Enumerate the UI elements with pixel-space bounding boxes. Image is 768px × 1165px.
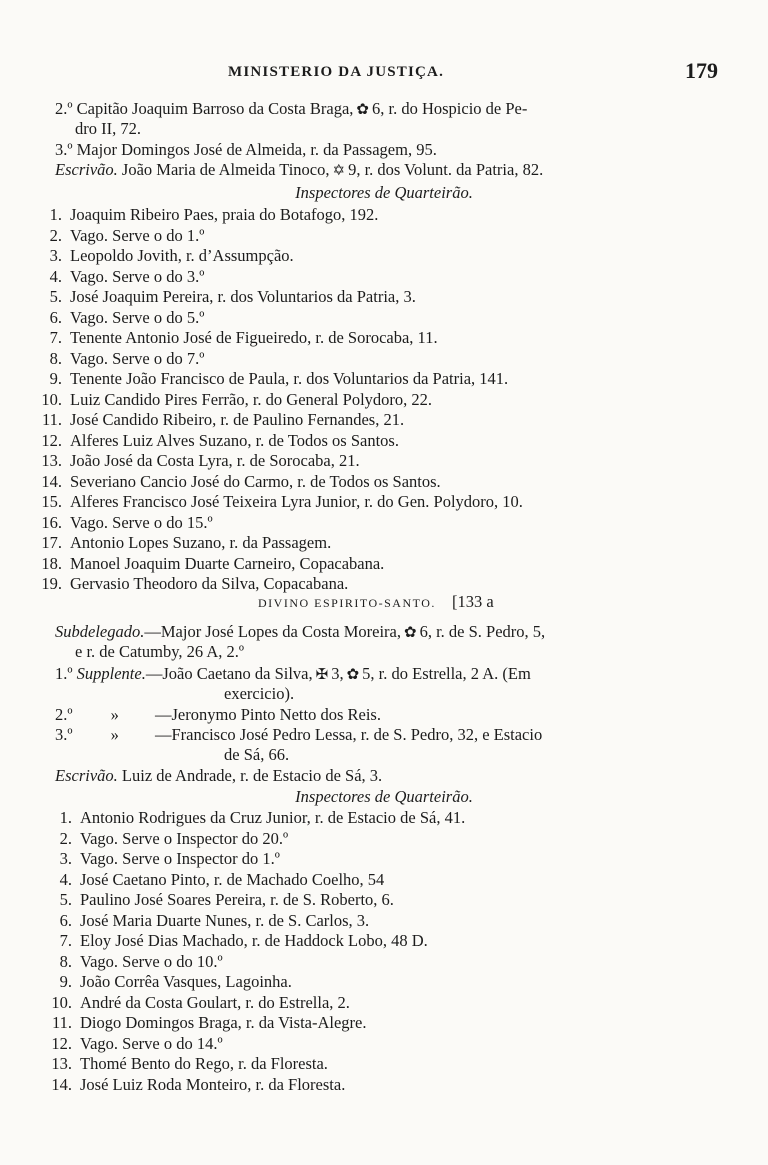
escrivao-label: Escrivão. bbox=[55, 766, 118, 785]
list-item bbox=[36, 349, 204, 369]
list-item bbox=[36, 431, 399, 451]
ditto-mark: » bbox=[110, 725, 119, 744]
list-item bbox=[46, 993, 350, 1013]
inspectores-heading-2: Inspectores de Quarteirão. bbox=[295, 787, 473, 806]
escrivao-name: João Maria de Almeida Tinoco, bbox=[121, 160, 330, 179]
list-item bbox=[36, 226, 204, 246]
badge-icon: ✿ bbox=[346, 667, 360, 683]
item-text: José Luiz Roda Monteiro, r. da Floresta. bbox=[80, 1074, 346, 1094]
list-item bbox=[36, 451, 360, 471]
item-text: Vago. Serve o do 7.º bbox=[70, 348, 205, 368]
supplente-1-mid: 3, bbox=[331, 664, 344, 683]
item-text: Vago. Serve o do 5.º bbox=[70, 307, 205, 327]
item-number: 15. bbox=[41, 492, 62, 511]
item-number: 8. bbox=[59, 951, 72, 971]
item-text: José Maria Duarte Nunes, r. de S. Carlos, 3. bbox=[80, 910, 370, 930]
item-text: Eloy José Dias Machado, r. de Haddock Lobo, 48 D. bbox=[80, 931, 428, 950]
list-item bbox=[36, 533, 331, 553]
list-item bbox=[46, 808, 465, 828]
item-text: Tenente João Francisco de Paula, r. dos Voluntarios da Patria, 141. bbox=[70, 369, 509, 388]
page-number: 179 bbox=[685, 58, 718, 83]
item-number: 6. bbox=[49, 307, 62, 327]
cross-icon: ✠ bbox=[315, 667, 329, 683]
item-text: Antonio Rodrigues da Cruz Junior, r. de Estacio de Sá, 41. bbox=[80, 808, 466, 827]
supplente-label: Supplente. bbox=[76, 664, 146, 683]
supplente-2 bbox=[55, 705, 381, 725]
list-item bbox=[36, 410, 404, 430]
list-item bbox=[46, 1034, 223, 1054]
item-number: 10. bbox=[51, 992, 72, 1012]
ditto-mark: » bbox=[110, 705, 119, 724]
item-text: Leopoldo Jovith, r. d’Assumpção. bbox=[70, 246, 294, 265]
item-number: 2. bbox=[49, 225, 62, 245]
item-text: Vago. Serve o Inspector do 1.º bbox=[80, 849, 280, 868]
item-number: 11. bbox=[41, 410, 62, 429]
item-text: Luiz Candido Pires Ferrão, r. do General Polydoro, 22. bbox=[70, 389, 433, 409]
page-header bbox=[0, 58, 768, 85]
section-heading bbox=[258, 592, 494, 614]
list-item bbox=[36, 267, 204, 287]
section-ref: [133 a bbox=[452, 592, 494, 611]
list-item bbox=[46, 1054, 328, 1074]
star-icon: ✡ bbox=[332, 163, 346, 179]
captain-entry-cont: dro II, 72. bbox=[75, 119, 141, 138]
list-item bbox=[46, 972, 292, 992]
list-item bbox=[46, 1075, 345, 1095]
item-number: 18. bbox=[41, 553, 62, 573]
supplente-3 bbox=[55, 725, 542, 745]
item-text: Gervasio Theodoro da Silva, Copacabana. bbox=[70, 574, 349, 593]
item-number: 13. bbox=[41, 451, 62, 470]
item-text: Vago. Serve o do 14.º bbox=[80, 1033, 223, 1053]
item-number: 9. bbox=[49, 369, 62, 388]
subdelegado-cont: e r. de Catumby, 26 A, 2.º bbox=[75, 642, 245, 661]
supplente-1-name: —João Caetano da Silva, bbox=[145, 664, 313, 683]
item-text: Vago. Serve o Inspector do 20.º bbox=[80, 828, 289, 848]
list-item bbox=[36, 369, 508, 389]
supplente-1 bbox=[55, 664, 531, 686]
subdelegado-label: Subdelegado. bbox=[55, 622, 145, 641]
escrivao-label: Escrivão. bbox=[55, 160, 118, 179]
item-number: 7. bbox=[49, 328, 62, 347]
list-item bbox=[46, 952, 223, 972]
item-number: 19. bbox=[41, 574, 62, 593]
list-item bbox=[36, 205, 378, 225]
item-number: 17. bbox=[41, 533, 62, 552]
section-title: DIVINO ESPIRITO-SANTO. bbox=[258, 596, 436, 610]
list-item bbox=[36, 513, 213, 533]
item-text: José Caetano Pinto, r. de Machado Coelho, 54 bbox=[80, 869, 385, 889]
badge-icon: ✿ bbox=[403, 625, 417, 641]
escrivao-address: 9, r. dos Volunt. da Patria, 82. bbox=[348, 160, 544, 179]
escrivao-entry bbox=[55, 160, 543, 182]
escrivao-name: Luiz de Andrade, r. de Estacio de Sá, 3. bbox=[121, 766, 383, 785]
item-text: Paulino José Soares Pereira, r. de S. Roberto, 6. bbox=[80, 890, 394, 909]
supplente-3-cont: de Sá, 66. bbox=[224, 745, 290, 764]
item-text: Severiano Cancio José do Carmo, r. de Todos os Santos. bbox=[70, 471, 441, 491]
list-item bbox=[46, 870, 384, 890]
item-number: 3. bbox=[59, 849, 72, 868]
item-text: André da Costa Goulart, r. do Estrella, 2. bbox=[80, 992, 350, 1012]
badge-icon: ✿ bbox=[356, 102, 369, 118]
list-item bbox=[36, 328, 438, 348]
item-number: 4. bbox=[59, 869, 72, 889]
subdelegado-address: 6, r. de S. Pedro, 5, bbox=[419, 622, 546, 641]
supplente-1-cont: exercicio). bbox=[224, 684, 295, 703]
item-number: 1. bbox=[59, 808, 72, 827]
item-number: 12. bbox=[41, 430, 62, 450]
item-number: 13. bbox=[51, 1054, 72, 1073]
item-number: 14. bbox=[51, 1074, 72, 1094]
item-number: 6. bbox=[59, 910, 72, 930]
list-item bbox=[46, 911, 369, 931]
list-item bbox=[36, 492, 523, 512]
subdelegado-entry bbox=[55, 622, 545, 644]
item-text: João José da Costa Lyra, r. de Sorocaba, 21. bbox=[70, 451, 360, 470]
list-item bbox=[36, 554, 384, 574]
item-number: 2. bbox=[59, 828, 72, 848]
item-text: Antonio Lopes Suzano, r. da Passagem. bbox=[70, 533, 332, 552]
supplente-3-name: —Francisco José Pedro Lessa, r. de S. Pedro, 32, e Estacio bbox=[155, 725, 543, 744]
item-text: Alferes Francisco José Teixeira Lyra Junior, r. do Gen. Polydoro, 10. bbox=[70, 492, 523, 511]
list-item bbox=[36, 308, 204, 328]
list-item bbox=[36, 574, 348, 594]
item-text: Joaquim Ribeiro Paes, praia do Botafogo, 192. bbox=[70, 205, 379, 224]
list-item bbox=[46, 931, 428, 951]
item-text: Diogo Domingos Braga, r. da Vista-Alegre. bbox=[80, 1013, 367, 1032]
subdelegado-name: —Major José Lopes da Costa Moreira, bbox=[144, 622, 401, 641]
item-number: 8. bbox=[49, 348, 62, 368]
item-number: 1. bbox=[49, 205, 62, 224]
list-item bbox=[46, 1013, 367, 1033]
item-number: 9. bbox=[59, 972, 72, 991]
list-item bbox=[46, 849, 280, 869]
item-number: 4. bbox=[49, 266, 62, 286]
supplente-1-num: 1.º bbox=[55, 664, 73, 683]
item-text: João Corrêa Vasques, Lagoinha. bbox=[80, 972, 292, 991]
item-number: 5. bbox=[49, 287, 62, 306]
list-item bbox=[46, 829, 288, 849]
escrivao-entry-2 bbox=[55, 766, 382, 786]
item-number: 16. bbox=[41, 512, 62, 532]
item-text: Alferes Luiz Alves Suzano, r. de Todos os Santos. bbox=[70, 430, 399, 450]
item-text: José Candido Ribeiro, r. de Paulino Fernandes, 21. bbox=[70, 410, 405, 429]
list-item bbox=[36, 472, 441, 492]
item-number: 5. bbox=[59, 890, 72, 909]
item-number: 14. bbox=[41, 471, 62, 491]
item-text: Tenente Antonio José de Figueiredo, r. de Sorocaba, 11. bbox=[70, 328, 438, 347]
supplente-2-name: —Jeronymo Pinto Netto dos Reis. bbox=[155, 705, 381, 724]
supplente-2-num: 2.º bbox=[55, 705, 73, 724]
list-item bbox=[46, 890, 394, 910]
supplente-3-num: 3.º bbox=[55, 725, 73, 744]
item-text: Vago. Serve o do 10.º bbox=[80, 951, 223, 971]
item-text: Vago. Serve o do 15.º bbox=[70, 512, 213, 532]
captain-entry bbox=[55, 99, 527, 121]
major-entry: 3.º Major Domingos José de Almeida, r. da Passagem, 95. bbox=[55, 140, 437, 159]
item-number: 7. bbox=[59, 931, 72, 950]
item-number: 11. bbox=[51, 1013, 72, 1032]
item-text: Vago. Serve o do 3.º bbox=[70, 266, 205, 286]
list-item bbox=[36, 390, 432, 410]
item-number: 12. bbox=[51, 1033, 72, 1053]
list-item bbox=[36, 287, 416, 307]
list-item bbox=[36, 246, 294, 266]
item-text: Vago. Serve o do 1.º bbox=[70, 225, 205, 245]
inspectores-heading-1: Inspectores de Quarteirão. bbox=[295, 183, 473, 202]
item-text: José Joaquim Pereira, r. dos Voluntarios da Patria, 3. bbox=[70, 287, 416, 306]
page-title: MINISTERIO DA JUSTIÇA. bbox=[228, 64, 445, 80]
item-text: Thomé Bento do Rego, r. da Floresta. bbox=[80, 1054, 328, 1073]
item-number: 3. bbox=[49, 246, 62, 265]
captain-entry-address: 6, r. do Hospicio de Pe- bbox=[371, 99, 528, 118]
item-text: Manoel Joaquim Duarte Carneiro, Copacabana. bbox=[70, 553, 385, 573]
supplente-1-address: 5, r. do Estrella, 2 A. (Em bbox=[362, 664, 531, 683]
captain-entry-text: 2.º Capitão Joaquim Barroso da Costa Braga, bbox=[55, 99, 354, 118]
item-number: 10. bbox=[41, 389, 62, 409]
